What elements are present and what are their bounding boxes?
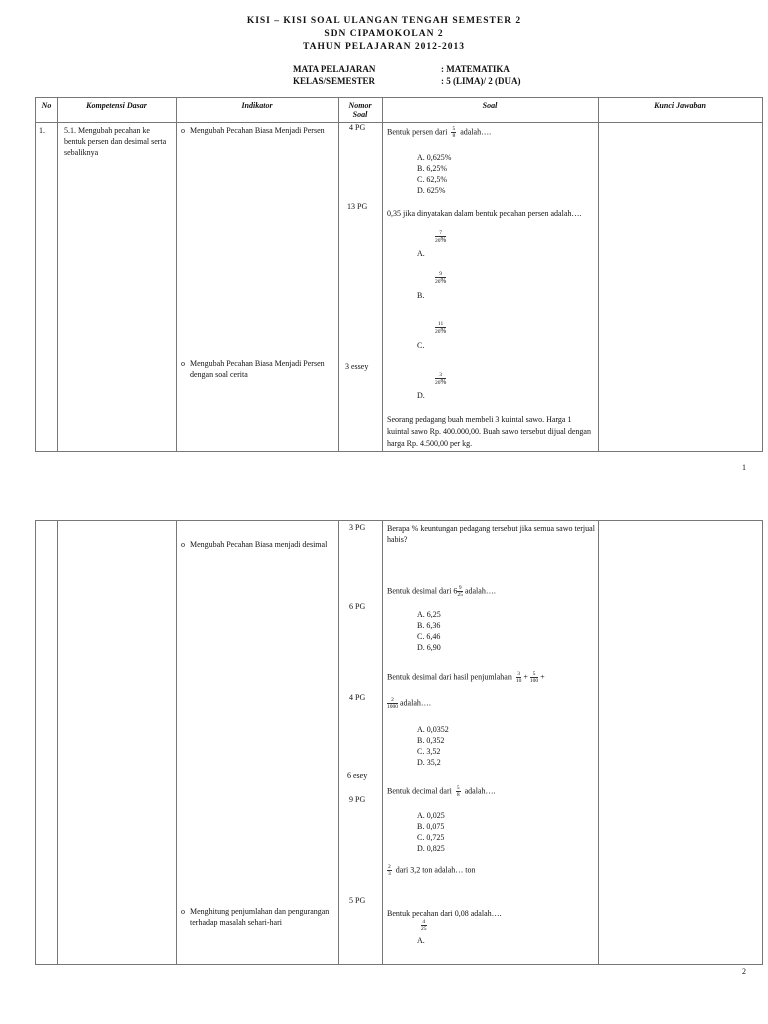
option-a-label: A.: [417, 249, 425, 258]
percent-sign: %: [440, 327, 447, 335]
fraction-den: 20: [435, 279, 441, 285]
question-8: [387, 864, 476, 877]
question-8-text: dari 3,2 ton adalah… ton: [395, 865, 476, 875]
class-value: : 5 (LIMA)/ 2 (DUA): [441, 76, 521, 86]
option-c: C. 6,46: [417, 632, 441, 641]
fraction-den: 20: [435, 380, 441, 386]
option-a: A. 0,0352: [417, 725, 449, 734]
fraction-option-b: [435, 271, 446, 285]
bullet-icon: o: [181, 359, 185, 368]
school-name: SDN CIPAMOKOLAN 2: [324, 29, 444, 39]
option-a: A. 0,625%: [417, 153, 452, 162]
percent-sign: %: [440, 277, 447, 285]
option-d: D. 35,2: [417, 758, 441, 767]
option-d: D. 625%: [417, 186, 446, 195]
fraction-num: 5: [456, 785, 460, 791]
percent-sign: %: [440, 378, 447, 386]
fraction: [451, 126, 456, 139]
col-header-kd: Kompetensi Dasar: [86, 101, 147, 110]
option-a: A. 0,025: [417, 811, 445, 820]
fraction-den: 10: [515, 678, 522, 684]
question-1: [387, 126, 491, 139]
question-6: [387, 671, 545, 684]
question-4: Berapa % keuntungan pedagang tersebut jika semua sawo terjual habis?: [387, 524, 595, 544]
fraction-den: 8: [456, 792, 460, 798]
fraction-den: 20: [435, 238, 441, 244]
fraction-num: 4: [422, 919, 426, 925]
fraction-num: 5: [452, 126, 456, 132]
doc-title: KISI – KISI SOAL ULANGAN TENGAH SEMESTER 2: [246, 16, 522, 26]
fraction-num: 5: [530, 671, 538, 678]
bullet-icon: o: [181, 126, 185, 135]
bullet-icon: o: [181, 907, 185, 916]
question-7-tail: adalah….: [464, 786, 496, 796]
page-number: 1: [742, 463, 746, 472]
competency-text: 5.1. Mengubah pecahan ke bentuk persen dan desimal serta sebaliknya: [64, 126, 167, 157]
col-header-kunci: Kunci Jawaban: [654, 101, 706, 110]
fraction: [387, 697, 398, 710]
option-b: B. 0,075: [417, 822, 445, 831]
question-number-2: 13 PG: [347, 202, 368, 211]
question-number-4: 3 PG: [349, 523, 366, 532]
grid-table-page-1: [35, 97, 763, 452]
fraction-option-d: [435, 372, 446, 386]
question-6-tail: adalah….: [400, 698, 431, 708]
question-1-tail: adalah….: [460, 127, 492, 137]
fraction: [530, 671, 538, 684]
question-number-8: 9 PG: [349, 795, 366, 804]
fraction-option-a: [435, 230, 446, 244]
option-d-label: D.: [417, 391, 425, 400]
fraction-den: 100: [529, 678, 539, 684]
fraction: [456, 785, 461, 798]
indicator-4: Menghitung penjumlahan dan pengurangan terhadap masalah sehari-hari: [190, 907, 330, 927]
indicator-2: Mengubah Pecahan Biasa Menjadi Persen dengan soal cerita: [190, 359, 325, 379]
percent-sign: %: [440, 236, 447, 244]
col-header-indikator: Indikator: [241, 101, 273, 110]
fraction-num: 3: [517, 671, 520, 677]
indicator-3: Mengubah Pecahan Biasa menjadi desimal: [190, 540, 328, 549]
question-7: [387, 785, 496, 798]
question-5-tail: adalah….: [464, 586, 496, 596]
row-number: 1.: [39, 126, 45, 135]
col-header-no: No: [41, 101, 52, 110]
fraction: [457, 585, 463, 598]
fraction: [516, 671, 522, 684]
fraction: [387, 864, 392, 877]
question-7-text: Bentuk decimal dari: [387, 786, 452, 796]
fraction-den: 20: [435, 329, 441, 335]
fraction-num: 2: [388, 864, 391, 870]
option-c-label: C.: [417, 341, 425, 350]
plus-sign: +: [523, 672, 528, 682]
grid-table-page-2: [35, 520, 763, 965]
question-5: [387, 585, 496, 598]
page-number: 2: [742, 967, 746, 976]
fraction-den: 25: [457, 592, 463, 598]
question-6-text: Bentuk desimal dari hasil penjumlahan: [387, 672, 512, 682]
fraction-den: 3: [388, 871, 391, 877]
fraction-num: 3: [435, 372, 446, 379]
question-2: 0,35 jika dinyatakan dalam bentuk pecahan persen adalah….: [387, 209, 582, 218]
question-number-1: 4 PG: [349, 123, 366, 132]
bullet-icon: o: [181, 540, 185, 549]
option-c: C. 3,52: [417, 747, 441, 756]
question-number-5: 6 PG: [349, 602, 366, 611]
fraction-num: 2: [387, 697, 398, 704]
fraction-den: 1000: [387, 704, 398, 710]
question-number-6: 4 PG: [349, 693, 366, 702]
option-c: C. 62,5%: [417, 175, 447, 184]
fraction-num: 11: [435, 321, 446, 328]
col-header-nomor-line2: Soal: [352, 110, 368, 119]
indicator-1: Mengubah Pecahan Biasa Menjadi Persen: [190, 126, 325, 135]
question-6-line2: [387, 697, 431, 710]
option-b: B. 6,25%: [417, 164, 447, 173]
option-b: B. 6,36: [417, 621, 441, 630]
question-number-3: 3 essey: [345, 362, 369, 371]
school-year: TAHUN PELAJARAN 2012-2013: [302, 42, 466, 52]
fraction-option-c: [435, 321, 446, 335]
fraction-num: 7: [435, 230, 446, 237]
question-number-7: 6 esey: [347, 771, 368, 780]
option-a: A. 6,25: [417, 610, 441, 619]
question-3: Seorang pedagang buah membeli 3 kuintal sawo. Harga 1 kuintal sawo Rp. 400.000,00. Buah sawo tersebut dijual dengan harga Rp. 4.500,00 per kg.: [387, 415, 591, 448]
option-a-label: A.: [417, 936, 425, 945]
question-1-text: Bentuk persen dari: [387, 127, 448, 137]
option-d: D. 0,825: [417, 844, 445, 853]
class-label: KELAS/SEMESTER: [293, 76, 376, 86]
plus-sign: +: [540, 672, 545, 682]
col-header-soal: Soal: [482, 101, 498, 110]
question-5-text: Bentuk desimal dari 6: [387, 586, 458, 596]
option-b: B. 0,352: [417, 736, 445, 745]
question-number-9: 5 PG: [349, 896, 366, 905]
fraction-option-a: [421, 919, 427, 932]
subject-value: : MATEMATIKA: [441, 64, 510, 74]
col-header-nomor: [338, 101, 382, 119]
option-c: C. 0,725: [417, 833, 445, 842]
fraction-num: 9: [458, 585, 462, 591]
col-header-nomor-line1: Nomor: [348, 101, 372, 110]
fraction-num: 9: [435, 271, 446, 278]
question-9: Bentuk pecahan dari 0,08 adalah….: [387, 909, 502, 918]
option-b-label: B.: [417, 291, 425, 300]
option-d: D. 6,90: [417, 643, 441, 652]
fraction-den: 25: [421, 926, 427, 932]
subject-label: MATA PELAJARAN: [293, 64, 376, 74]
fraction-den: 8: [452, 133, 456, 139]
